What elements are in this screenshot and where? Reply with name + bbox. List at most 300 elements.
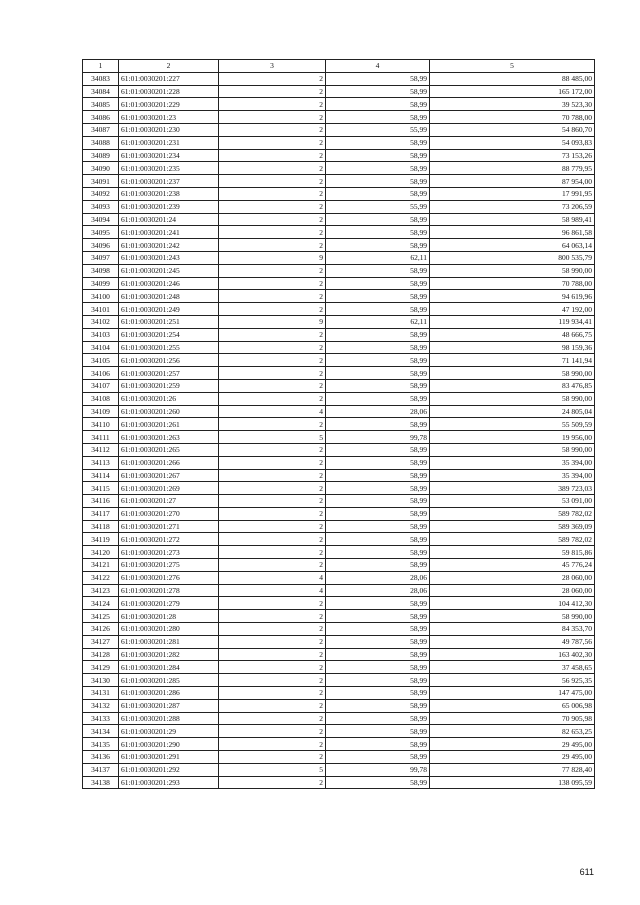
table-cell: 61:01:0030201:256 <box>119 354 219 367</box>
table-cell: 2 <box>219 354 326 367</box>
table-cell: 34089 <box>83 149 119 162</box>
table-cell: 34118 <box>83 520 119 533</box>
table-cell: 58,99 <box>326 674 430 687</box>
table-cell: 2 <box>219 482 326 495</box>
table-cell: 34100 <box>83 290 119 303</box>
table-cell: 34103 <box>83 328 119 341</box>
table-cell: 65 006,98 <box>430 699 595 712</box>
table-cell: 34084 <box>83 85 119 98</box>
table-cell: 34112 <box>83 443 119 456</box>
table-row <box>83 712 595 725</box>
table-cell: 17 991,95 <box>430 187 595 200</box>
table-cell: 73 153,26 <box>430 149 595 162</box>
table-cell: 2 <box>219 456 326 469</box>
table-cell: 88 485,00 <box>430 72 595 85</box>
table-cell: 2 <box>219 661 326 674</box>
table-cell: 2 <box>219 341 326 354</box>
table-cell: 4 <box>219 584 326 597</box>
table-cell: 34129 <box>83 661 119 674</box>
table-cell: 2 <box>219 85 326 98</box>
table-cell: 61:01:0030201:249 <box>119 303 219 316</box>
table-cell: 61:01:0030201:257 <box>119 367 219 380</box>
table-cell: 2 <box>219 674 326 687</box>
table-cell: 34107 <box>83 379 119 392</box>
table-cell: 61:01:0030201:259 <box>119 379 219 392</box>
table-cell: 61:01:0030201:254 <box>119 328 219 341</box>
table-cell: 61:01:0030201:235 <box>119 162 219 175</box>
table-cell: 2 <box>219 469 326 482</box>
table-row <box>83 72 595 85</box>
table-cell: 58,99 <box>326 456 430 469</box>
table-cell: 61:01:0030201:288 <box>119 712 219 725</box>
table-cell: 34113 <box>83 456 119 469</box>
table-cell: 98 159,36 <box>430 341 595 354</box>
table-cell: 2 <box>219 699 326 712</box>
table-cell: 2 <box>219 635 326 648</box>
table-cell: 589 782,02 <box>430 533 595 546</box>
table-cell: 2 <box>219 559 326 572</box>
table-cell: 55,99 <box>326 200 430 213</box>
table-cell: 163 402,30 <box>430 648 595 661</box>
table-cell: 61:01:0030201:23 <box>119 111 219 124</box>
table-cell: 61:01:0030201:284 <box>119 661 219 674</box>
table-cell: 2 <box>219 328 326 341</box>
table-cell: 37 458,65 <box>430 661 595 674</box>
table-cell: 58,99 <box>326 418 430 431</box>
table-cell: 61:01:0030201:231 <box>119 136 219 149</box>
table-cell: 2 <box>219 290 326 303</box>
table-cell: 83 476,85 <box>430 379 595 392</box>
table-row <box>83 315 595 328</box>
table-cell: 58,99 <box>326 661 430 674</box>
table-cell: 61:01:0030201:276 <box>119 571 219 584</box>
table-row <box>83 431 595 444</box>
table-cell: 34137 <box>83 763 119 776</box>
table-cell: 2 <box>219 738 326 751</box>
table-cell: 2 <box>219 175 326 188</box>
table-row <box>83 597 595 610</box>
column-header-2: 2 <box>119 60 219 73</box>
table-cell: 2 <box>219 200 326 213</box>
table-row <box>83 354 595 367</box>
table-cell: 96 861,58 <box>430 226 595 239</box>
table-cell: 589 369,09 <box>430 520 595 533</box>
table-cell: 2 <box>219 98 326 111</box>
table-row <box>83 226 595 239</box>
table-row <box>83 674 595 687</box>
table-cell: 58,99 <box>326 162 430 175</box>
table-cell: 61:01:0030201:27 <box>119 495 219 508</box>
table-cell: 58,99 <box>326 738 430 751</box>
table-cell: 61:01:0030201:24 <box>119 213 219 226</box>
table-cell: 94 619,96 <box>430 290 595 303</box>
table-row <box>83 123 595 136</box>
table-row <box>83 418 595 431</box>
table-row <box>83 776 595 789</box>
table-cell: 34121 <box>83 559 119 572</box>
table-cell: 2 <box>219 610 326 623</box>
table-cell: 61:01:0030201:293 <box>119 776 219 789</box>
table-cell: 64 063,14 <box>430 239 595 252</box>
table-cell: 2 <box>219 751 326 764</box>
table-cell: 58,99 <box>326 495 430 508</box>
table-row <box>83 559 595 572</box>
table-cell: 34116 <box>83 495 119 508</box>
table-cell: 61:01:0030201:26 <box>119 392 219 405</box>
table-cell: 58,99 <box>326 469 430 482</box>
table-cell: 34108 <box>83 392 119 405</box>
table-row <box>83 687 595 700</box>
table-cell: 2 <box>219 72 326 85</box>
table-cell: 99,78 <box>326 431 430 444</box>
table-cell: 34105 <box>83 354 119 367</box>
table-cell: 61:01:0030201:230 <box>119 123 219 136</box>
table-cell: 58,99 <box>326 687 430 700</box>
table-row <box>83 635 595 648</box>
table-cell: 34094 <box>83 213 119 226</box>
table-cell: 5 <box>219 763 326 776</box>
table-cell: 34093 <box>83 200 119 213</box>
table-cell: 2 <box>219 226 326 239</box>
table-cell: 2 <box>219 623 326 636</box>
table-cell: 29 495,00 <box>430 751 595 764</box>
table-cell: 58,99 <box>326 751 430 764</box>
table-cell: 58,99 <box>326 699 430 712</box>
table-cell: 47 192,00 <box>430 303 595 316</box>
table-cell: 61:01:0030201:272 <box>119 533 219 546</box>
table-cell: 61:01:0030201:237 <box>119 175 219 188</box>
table-cell: 59 815,86 <box>430 546 595 559</box>
table-cell: 34111 <box>83 431 119 444</box>
table-row <box>83 763 595 776</box>
table-cell: 2 <box>219 443 326 456</box>
table-cell: 61:01:0030201:229 <box>119 98 219 111</box>
table-cell: 34085 <box>83 98 119 111</box>
table-row <box>83 443 595 456</box>
table-cell: 2 <box>219 123 326 136</box>
table-cell: 9 <box>219 251 326 264</box>
table-cell: 61:01:0030201:29 <box>119 725 219 738</box>
table-cell: 34106 <box>83 367 119 380</box>
table-cell: 58,99 <box>326 303 430 316</box>
table-cell: 34096 <box>83 239 119 252</box>
table-cell: 61:01:0030201:286 <box>119 687 219 700</box>
table-cell: 589 782,02 <box>430 507 595 520</box>
table-cell: 2 <box>219 213 326 226</box>
column-header-5: 5 <box>430 60 595 73</box>
table-cell: 119 934,41 <box>430 315 595 328</box>
table-cell: 61:01:0030201:275 <box>119 559 219 572</box>
table-cell: 2 <box>219 687 326 700</box>
table-header <box>83 60 595 73</box>
table-row <box>83 725 595 738</box>
table-cell: 34097 <box>83 251 119 264</box>
table-cell: 2 <box>219 367 326 380</box>
table-row <box>83 303 595 316</box>
table-cell: 2 <box>219 149 326 162</box>
table-cell: 61:01:0030201:243 <box>119 251 219 264</box>
table-cell: 71 141,94 <box>430 354 595 367</box>
table-cell: 34133 <box>83 712 119 725</box>
table-cell: 58,99 <box>326 392 430 405</box>
table-cell: 34130 <box>83 674 119 687</box>
table-row <box>83 290 595 303</box>
table-cell: 28,06 <box>326 571 430 584</box>
table-cell: 58,99 <box>326 72 430 85</box>
table-cell: 34132 <box>83 699 119 712</box>
table-cell: 45 776,24 <box>430 559 595 572</box>
table-cell: 34095 <box>83 226 119 239</box>
table-cell: 58,99 <box>326 175 430 188</box>
table-row <box>83 367 595 380</box>
table-cell: 54 093,83 <box>430 136 595 149</box>
table-row <box>83 661 595 674</box>
column-header-3: 3 <box>219 60 326 73</box>
table-cell: 34110 <box>83 418 119 431</box>
table-row <box>83 239 595 252</box>
table-cell: 61:01:0030201:291 <box>119 751 219 764</box>
table-cell: 34136 <box>83 751 119 764</box>
table-row <box>83 648 595 661</box>
table-cell: 9 <box>219 315 326 328</box>
table-row <box>83 328 595 341</box>
table-cell: 34135 <box>83 738 119 751</box>
table-cell: 58,99 <box>326 610 430 623</box>
table-row <box>83 379 595 392</box>
table-cell: 34120 <box>83 546 119 559</box>
table-cell: 34090 <box>83 162 119 175</box>
table-row <box>83 520 595 533</box>
table-cell: 61:01:0030201:255 <box>119 341 219 354</box>
table-cell: 62,11 <box>326 315 430 328</box>
table-cell: 58,99 <box>326 264 430 277</box>
table-cell: 61:01:0030201:248 <box>119 290 219 303</box>
table-cell: 58,99 <box>326 149 430 162</box>
table-cell: 389 723,03 <box>430 482 595 495</box>
table-cell: 58,99 <box>326 85 430 98</box>
table-cell: 61:01:0030201:238 <box>119 187 219 200</box>
table-cell: 58,99 <box>326 559 430 572</box>
table-row <box>83 264 595 277</box>
table-cell: 34083 <box>83 72 119 85</box>
table-row <box>83 136 595 149</box>
table-cell: 84 353,70 <box>430 623 595 636</box>
header-row <box>83 60 595 73</box>
table-cell: 61:01:0030201:228 <box>119 85 219 98</box>
table-cell: 61:01:0030201:290 <box>119 738 219 751</box>
table-cell: 34119 <box>83 533 119 546</box>
table-cell: 58,99 <box>326 533 430 546</box>
table-cell: 28 060,00 <box>430 584 595 597</box>
table-cell: 24 805,04 <box>430 405 595 418</box>
table-cell: 62,11 <box>326 251 430 264</box>
table-row <box>83 162 595 175</box>
table-cell: 55,99 <box>326 123 430 136</box>
table-cell: 61:01:0030201:270 <box>119 507 219 520</box>
table-cell: 2 <box>219 136 326 149</box>
table-cell: 58,99 <box>326 546 430 559</box>
table-cell: 61:01:0030201:285 <box>119 674 219 687</box>
table-cell: 34125 <box>83 610 119 623</box>
table-cell: 58 990,00 <box>430 443 595 456</box>
table-cell: 35 394,00 <box>430 456 595 469</box>
table-cell: 2 <box>219 495 326 508</box>
table-cell: 61:01:0030201:266 <box>119 456 219 469</box>
table-cell: 28,06 <box>326 405 430 418</box>
table-cell: 58,99 <box>326 635 430 648</box>
table-cell: 61:01:0030201:267 <box>119 469 219 482</box>
table-cell: 104 412,30 <box>430 597 595 610</box>
table-row <box>83 405 595 418</box>
table-cell: 34115 <box>83 482 119 495</box>
table-cell: 34122 <box>83 571 119 584</box>
table-row <box>83 85 595 98</box>
table-cell: 61:01:0030201:281 <box>119 635 219 648</box>
table-row <box>83 111 595 124</box>
table-cell: 2 <box>219 303 326 316</box>
table-cell: 2 <box>219 111 326 124</box>
table-row <box>83 200 595 213</box>
table-cell: 56 925,35 <box>430 674 595 687</box>
table-cell: 61:01:0030201:265 <box>119 443 219 456</box>
table-cell: 58,99 <box>326 379 430 392</box>
table-cell: 61:01:0030201:251 <box>119 315 219 328</box>
table-cell: 61:01:0030201:260 <box>119 405 219 418</box>
table-cell: 87 954,00 <box>430 175 595 188</box>
table-cell: 53 091,00 <box>430 495 595 508</box>
table-cell: 5 <box>219 431 326 444</box>
table-cell: 77 828,40 <box>430 763 595 776</box>
table-row <box>83 738 595 751</box>
table-cell: 61:01:0030201:263 <box>119 431 219 444</box>
table-cell: 61:01:0030201:28 <box>119 610 219 623</box>
table-cell: 82 653,25 <box>430 725 595 738</box>
table-row <box>83 98 595 111</box>
data-table <box>82 59 595 789</box>
table-cell: 73 206,59 <box>430 200 595 213</box>
table-cell: 2 <box>219 392 326 405</box>
table-cell: 2 <box>219 162 326 175</box>
column-header-4: 4 <box>326 60 430 73</box>
table-cell: 58,99 <box>326 187 430 200</box>
table-cell: 61:01:0030201:287 <box>119 699 219 712</box>
table-cell: 2 <box>219 187 326 200</box>
table-cell: 2 <box>219 239 326 252</box>
table-cell: 2 <box>219 776 326 789</box>
table-row <box>83 751 595 764</box>
table-cell: 2 <box>219 418 326 431</box>
table-cell: 70 788,00 <box>430 277 595 290</box>
table-row <box>83 213 595 226</box>
table-row <box>83 482 595 495</box>
table-row <box>83 341 595 354</box>
table-cell: 34091 <box>83 175 119 188</box>
table-cell: 58,99 <box>326 328 430 341</box>
table-cell: 58 990,00 <box>430 367 595 380</box>
table-cell: 61:01:0030201:242 <box>119 239 219 252</box>
table-cell: 61:01:0030201:246 <box>119 277 219 290</box>
table-cell: 800 535,79 <box>430 251 595 264</box>
table-cell: 58,99 <box>326 597 430 610</box>
table-cell: 34128 <box>83 648 119 661</box>
table-cell: 34104 <box>83 341 119 354</box>
table-cell: 58,99 <box>326 290 430 303</box>
table-cell: 19 956,00 <box>430 431 595 444</box>
table-cell: 34117 <box>83 507 119 520</box>
table-cell: 34088 <box>83 136 119 149</box>
table-cell: 34109 <box>83 405 119 418</box>
table-cell: 58 990,00 <box>430 264 595 277</box>
table-cell: 58,99 <box>326 136 430 149</box>
table-cell: 34092 <box>83 187 119 200</box>
table-cell: 61:01:0030201:234 <box>119 149 219 162</box>
table-cell: 58,99 <box>326 725 430 738</box>
table-cell: 28,06 <box>326 584 430 597</box>
table-row <box>83 623 595 636</box>
table-cell: 58,99 <box>326 239 430 252</box>
table-row <box>83 584 595 597</box>
table-cell: 58,99 <box>326 354 430 367</box>
table-cell: 58,99 <box>326 623 430 636</box>
table-cell: 99,78 <box>326 763 430 776</box>
table-cell: 48 666,75 <box>430 328 595 341</box>
table-cell: 61:01:0030201:273 <box>119 546 219 559</box>
table-row <box>83 277 595 290</box>
table-cell: 58,99 <box>326 213 430 226</box>
table-cell: 34123 <box>83 584 119 597</box>
table-row <box>83 392 595 405</box>
table-cell: 61:01:0030201:292 <box>119 763 219 776</box>
table-cell: 2 <box>219 507 326 520</box>
table-row <box>83 571 595 584</box>
table-cell: 34114 <box>83 469 119 482</box>
table-cell: 70 788,00 <box>430 111 595 124</box>
table-cell: 58,99 <box>326 98 430 111</box>
table-row <box>83 546 595 559</box>
table-cell: 34131 <box>83 687 119 700</box>
table-row <box>83 149 595 162</box>
table-row <box>83 495 595 508</box>
table-cell: 34138 <box>83 776 119 789</box>
table-cell: 2 <box>219 546 326 559</box>
table-cell: 58,99 <box>326 507 430 520</box>
table-cell: 2 <box>219 533 326 546</box>
table-cell: 61:01:0030201:227 <box>119 72 219 85</box>
table-row <box>83 699 595 712</box>
table-cell: 70 905,98 <box>430 712 595 725</box>
table-cell: 58,99 <box>326 277 430 290</box>
table-cell: 61:01:0030201:278 <box>119 584 219 597</box>
table-cell: 4 <box>219 571 326 584</box>
table-cell: 58,99 <box>326 712 430 725</box>
table-cell: 34086 <box>83 111 119 124</box>
table-cell: 61:01:0030201:261 <box>119 418 219 431</box>
table-cell: 61:01:0030201:280 <box>119 623 219 636</box>
table-cell: 54 860,70 <box>430 123 595 136</box>
table-cell: 165 172,00 <box>430 85 595 98</box>
table-cell: 2 <box>219 264 326 277</box>
table-row <box>83 187 595 200</box>
table-row <box>83 533 595 546</box>
table-cell: 58,99 <box>326 111 430 124</box>
table-cell: 49 787,56 <box>430 635 595 648</box>
table-row <box>83 469 595 482</box>
table-cell: 35 394,00 <box>430 469 595 482</box>
table-cell: 4 <box>219 405 326 418</box>
table-cell: 58 989,41 <box>430 213 595 226</box>
table-cell: 2 <box>219 379 326 392</box>
table-cell: 61:01:0030201:271 <box>119 520 219 533</box>
